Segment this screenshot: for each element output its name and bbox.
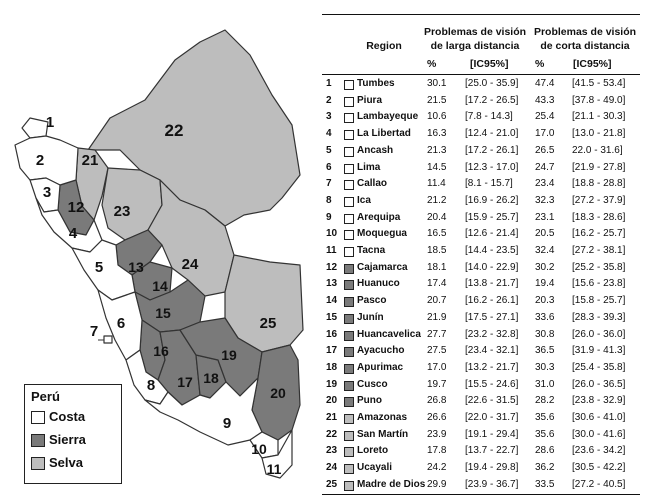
near-ci: [30.5 - 42.2] (572, 462, 626, 474)
zone-swatch (344, 431, 354, 441)
map-label-12: 12 (67, 199, 85, 216)
region-name: Ica (357, 194, 371, 206)
far-percent: 20.4 (427, 211, 447, 223)
far-ci: [12.3 - 17.0] (465, 161, 519, 173)
table-bottom-rule (322, 494, 640, 495)
near-header-line2: de corta distancia (540, 40, 630, 52)
far-percent: 11.4 (427, 178, 446, 190)
near-percent: 28.2 (535, 395, 555, 407)
near-ci: [21.9 - 27.8] (572, 161, 626, 173)
region-name: Huancavelica (357, 328, 421, 340)
zone-swatch (344, 397, 354, 407)
zone-swatch (344, 214, 354, 224)
far-percent: 16.5 (427, 228, 447, 240)
table-row (320, 377, 642, 394)
far-ci: [14.0 - 22.9] (465, 261, 519, 273)
region-name: Madre de Dios (357, 478, 426, 490)
zone-swatch (344, 197, 354, 207)
map-label-3: 3 (42, 184, 52, 201)
far-ci-label: [IC95%] (470, 58, 509, 70)
row-number: 18 (326, 361, 338, 373)
near-ci: [30.6 - 41.0] (572, 412, 626, 423)
legend-swatch-costa (31, 411, 45, 424)
near-percent: 23.1 (535, 211, 555, 223)
far-ci: [15.5 - 24.6] (465, 378, 519, 390)
near-ci: [27.2 - 38.1] (572, 245, 626, 256)
map-label-21: 21 (81, 152, 99, 169)
row-number: 9 (326, 211, 332, 223)
row-number: 12 (326, 261, 338, 273)
zone-swatch (344, 97, 354, 107)
near-percent: 25.4 (535, 111, 555, 123)
table-row (320, 443, 642, 460)
map-label-2: 2 (35, 152, 45, 169)
row-number: 14 (326, 295, 338, 307)
region-name: Tumbes (357, 78, 395, 89)
row-number: 23 (326, 445, 338, 457)
zone-swatch (344, 280, 354, 290)
row-number: 7 (326, 178, 332, 190)
table-row (320, 460, 642, 477)
near-percent: 35.6 (535, 412, 555, 423)
table-row (320, 427, 642, 444)
near-header-line1: Problemas de visión (533, 26, 637, 38)
map-label-6: 6 (116, 315, 126, 332)
near-percent: 26.5 (535, 144, 555, 156)
zone-swatch (344, 180, 354, 190)
near-percent: 30.2 (535, 261, 555, 273)
row-number: 2 (326, 94, 332, 106)
zone-swatch (344, 147, 354, 157)
near-ci: [41.5 - 53.4] (572, 78, 626, 89)
row-number: 21 (326, 412, 338, 423)
far-ci: [13.2 - 21.7] (465, 361, 519, 373)
near-ci: [18.3 - 28.6] (572, 211, 626, 223)
table-row (320, 360, 642, 377)
near-percent: 36.5 (535, 345, 555, 357)
region-name: Lambayeque (357, 111, 419, 123)
zone-swatch (344, 414, 354, 424)
map-label-13: 13 (128, 259, 144, 275)
zone-swatch (344, 364, 354, 374)
row-number: 3 (326, 111, 332, 123)
near-percent: 33.5 (535, 478, 555, 490)
far-ci: [17.5 - 27.1] (465, 311, 519, 323)
region-7[interactable] (104, 336, 112, 343)
far-ci: [19.4 - 29.8] (465, 462, 519, 474)
far-ci: [25.0 - 35.9] (465, 78, 519, 89)
row-number: 8 (326, 194, 332, 206)
map-label-25: 25 (259, 315, 277, 332)
table-row (320, 76, 642, 93)
zone-swatch (344, 464, 354, 474)
map-label-5: 5 (94, 259, 104, 276)
vision-table (320, 14, 642, 496)
region-name: San Martín (357, 428, 409, 440)
region-name: Piura (357, 94, 383, 106)
map-label-23: 23 (113, 203, 131, 220)
zone-swatch (344, 247, 354, 257)
table-row (320, 327, 642, 344)
near-ci: [25.2 - 35.8] (572, 261, 626, 273)
far-ci: [22.6 - 31.5] (465, 395, 519, 407)
table-row (320, 226, 642, 243)
region-name: Loreto (357, 445, 389, 457)
map-label-24: 24 (181, 256, 199, 273)
table-row (320, 310, 642, 327)
table-row (320, 276, 642, 293)
legend-swatch-selva (31, 457, 45, 470)
table-row (320, 93, 642, 110)
far-percent: 17.8 (427, 445, 447, 457)
map-label-10: 10 (251, 441, 267, 457)
near-pct-label: % (535, 58, 545, 70)
legend-title: Perú (31, 389, 60, 404)
far-ci: [23.2 - 32.8] (465, 328, 519, 340)
zone-swatch (344, 347, 354, 357)
far-percent: 30.1 (427, 78, 447, 89)
near-ci: [27.2 - 37.9] (572, 194, 626, 206)
map-label-14: 14 (152, 278, 168, 294)
zone-swatch (344, 297, 354, 307)
near-percent: 20.3 (535, 295, 555, 307)
near-ci: [15.6 - 23.8] (572, 278, 626, 290)
near-ci: 22.0 - 31.6] (572, 144, 623, 156)
near-percent: 31.0 (535, 378, 555, 390)
table-row (320, 243, 642, 260)
region-name: La Libertad (357, 128, 411, 140)
region-header: Region (366, 40, 402, 52)
region-name: Huanuco (357, 278, 400, 290)
far-ci: [23.4 - 32.1] (465, 345, 519, 357)
zone-swatch (344, 381, 354, 391)
far-ci: [8.1 - 15.7] (465, 178, 513, 190)
row-number: 10 (326, 228, 338, 240)
row-number: 22 (326, 428, 338, 440)
far-percent: 24.2 (427, 462, 447, 474)
far-ci: [13.7 - 22.7] (465, 445, 519, 457)
near-ci: [23.8 - 32.9] (572, 395, 626, 407)
region-name: Tacna (357, 245, 386, 256)
near-ci: [30.0 - 41.6] (572, 428, 626, 440)
near-percent: 17.0 (535, 128, 555, 140)
far-percent: 26.8 (427, 395, 447, 407)
region-name: Ayacucho (357, 345, 405, 357)
map-label-19: 19 (221, 347, 237, 363)
far-ci: [19.1 - 29.4] (465, 428, 519, 440)
far-header-line1: Problemas de visión (423, 26, 527, 38)
zone-swatch (344, 230, 354, 240)
far-percent: 17.4 (427, 278, 447, 290)
row-number: 20 (326, 395, 338, 407)
map-legend (24, 384, 122, 484)
near-percent: 32.4 (535, 245, 555, 256)
row-number: 19 (326, 378, 338, 390)
row-number: 24 (326, 462, 338, 474)
far-percent: 18.5 (427, 245, 447, 256)
table-header-rule (322, 74, 640, 75)
near-ci: [31.9 - 41.3] (572, 345, 626, 357)
near-percent: 28.6 (535, 445, 555, 457)
table-row (320, 210, 642, 227)
zone-swatch (344, 113, 354, 123)
zone-swatch (344, 164, 354, 174)
near-ci: [37.8 - 49.0] (572, 94, 626, 106)
far-pct-label: % (427, 58, 437, 70)
table-row (320, 193, 642, 210)
near-ci: [13.0 - 21.8] (572, 128, 626, 140)
near-ci: [28.3 - 39.3] (572, 311, 626, 323)
map-label-7: 7 (89, 323, 99, 340)
near-percent: 36.2 (535, 462, 555, 474)
region-name: Moquegua (357, 228, 407, 240)
row-number: 1 (326, 78, 332, 89)
region-name: Puno (357, 395, 382, 407)
near-percent: 23.4 (535, 178, 555, 190)
zone-swatch (344, 80, 354, 90)
table-row (320, 126, 642, 143)
region-name: Pasco (357, 295, 387, 307)
near-ci: [26.0 - 36.5] (572, 378, 626, 390)
far-ci: [17.2 - 26.1] (465, 144, 519, 156)
table-row (320, 176, 642, 193)
region-name: Arequipa (357, 211, 401, 223)
far-percent: 21.5 (427, 94, 447, 106)
far-ci: [17.2 - 26.5] (465, 94, 519, 106)
near-percent: 30.8 (535, 328, 555, 340)
table-row (320, 160, 642, 177)
map-label-17: 17 (177, 374, 193, 390)
far-percent: 21.2 (427, 194, 447, 206)
near-ci: [27.2 - 40.5] (572, 478, 626, 490)
near-ci: [21.1 - 30.3] (572, 111, 626, 123)
map-label-16: 16 (153, 343, 169, 359)
table-row (320, 293, 642, 310)
table-row (320, 260, 642, 277)
far-ci: [12.6 - 21.4] (465, 228, 519, 240)
map-label-8: 8 (146, 377, 156, 394)
legend-label-sierra: Sierra (49, 432, 86, 447)
row-number: 11 (326, 245, 337, 256)
region-name: Ancash (357, 144, 394, 156)
far-percent: 29.9 (427, 478, 447, 490)
legend-label-costa: Costa (49, 409, 86, 424)
far-ci: [16.9 - 26.2] (465, 194, 519, 206)
near-percent: 47.4 (535, 78, 555, 89)
far-ci: [15.9 - 25.7] (465, 211, 519, 223)
far-percent: 27.5 (427, 345, 447, 357)
far-header-line2: de larga distancia (430, 40, 520, 52)
row-number: 25 (326, 478, 338, 490)
near-ci: [15.8 - 25.7] (572, 295, 626, 307)
region-name: Ucayali (357, 462, 393, 474)
zone-swatch (344, 130, 354, 140)
row-number: 15 (326, 311, 338, 323)
far-ci: [23.9 - 36.7] (465, 478, 519, 490)
region-name: Amazonas (357, 412, 408, 423)
region-1[interactable] (22, 118, 48, 138)
near-percent: 19.4 (535, 278, 555, 290)
near-ci: [16.2 - 25.7] (572, 228, 626, 240)
region-name: Lima (357, 161, 381, 173)
map-label-15: 15 (155, 305, 171, 321)
near-ci: [26.0 - 36.0] (572, 328, 626, 340)
near-percent: 33.6 (535, 311, 555, 323)
region-name: Cajamarca (357, 261, 408, 273)
table-row (320, 410, 642, 427)
far-percent: 18.1 (427, 261, 447, 273)
far-ci: [16.2 - 26.1] (465, 295, 519, 307)
row-number: 5 (326, 144, 332, 156)
zone-swatch (344, 447, 354, 457)
near-percent: 30.3 (535, 361, 555, 373)
near-ci-label: [IC95%] (573, 58, 612, 70)
far-ci: [22.0 - 31.7] (465, 412, 519, 423)
row-number: 6 (326, 161, 332, 173)
far-percent: 16.3 (427, 128, 447, 140)
region-name: Cusco (357, 378, 388, 390)
far-ci: [14.4 - 23.5] (465, 245, 519, 256)
far-percent: 23.9 (427, 428, 447, 440)
near-percent: 35.6 (535, 428, 555, 440)
region-name: Callao (357, 178, 388, 190)
region-name: Junín (357, 311, 384, 323)
far-percent: 26.6 (427, 412, 447, 423)
far-ci: [12.4 - 21.0] (465, 128, 519, 140)
near-percent: 24.7 (535, 161, 555, 173)
table-row (320, 393, 642, 410)
table-row (320, 109, 642, 126)
zone-swatch (344, 314, 354, 324)
far-percent: 21.9 (427, 311, 447, 323)
zone-swatch (344, 331, 354, 341)
table-row (320, 343, 642, 360)
zone-swatch (344, 264, 354, 274)
map-label-22: 22 (164, 121, 184, 140)
near-percent: 43.3 (535, 94, 555, 106)
far-percent: 21.3 (427, 144, 447, 156)
far-ci: [13.8 - 21.7] (465, 278, 519, 290)
far-percent: 17.0 (427, 361, 447, 373)
map-label-1: 1 (45, 114, 55, 131)
map-label-18: 18 (203, 370, 219, 386)
map-label-4: 4 (68, 225, 78, 242)
region-name: Apurimac (357, 361, 404, 373)
far-percent: 27.7 (427, 328, 447, 340)
near-ci: [25.4 - 35.8] (572, 361, 626, 373)
legend-swatch-sierra (31, 434, 45, 447)
map-label-20: 20 (270, 385, 286, 401)
legend-label-selva: Selva (49, 455, 83, 470)
row-number: 13 (326, 278, 338, 290)
near-percent: 20.5 (535, 228, 555, 240)
table-top-rule (322, 14, 640, 15)
near-percent: 32.3 (535, 194, 555, 206)
near-ci: [18.8 - 28.8] (572, 178, 626, 190)
zone-swatch (344, 481, 354, 491)
near-ci: [23.6 - 34.2] (572, 445, 626, 457)
map-label-11: 11 (266, 461, 282, 477)
row-number: 4 (326, 128, 332, 140)
far-percent: 14.5 (427, 161, 447, 173)
far-ci: [7.8 - 14.3] (465, 111, 513, 123)
far-percent: 20.7 (427, 295, 447, 307)
far-percent: 10.6 (427, 111, 447, 123)
table-row (320, 143, 642, 160)
row-number: 16 (326, 328, 338, 340)
far-percent: 19.7 (427, 378, 447, 390)
table-row (320, 477, 642, 494)
row-number: 17 (326, 345, 338, 357)
map-label-9: 9 (222, 415, 232, 432)
